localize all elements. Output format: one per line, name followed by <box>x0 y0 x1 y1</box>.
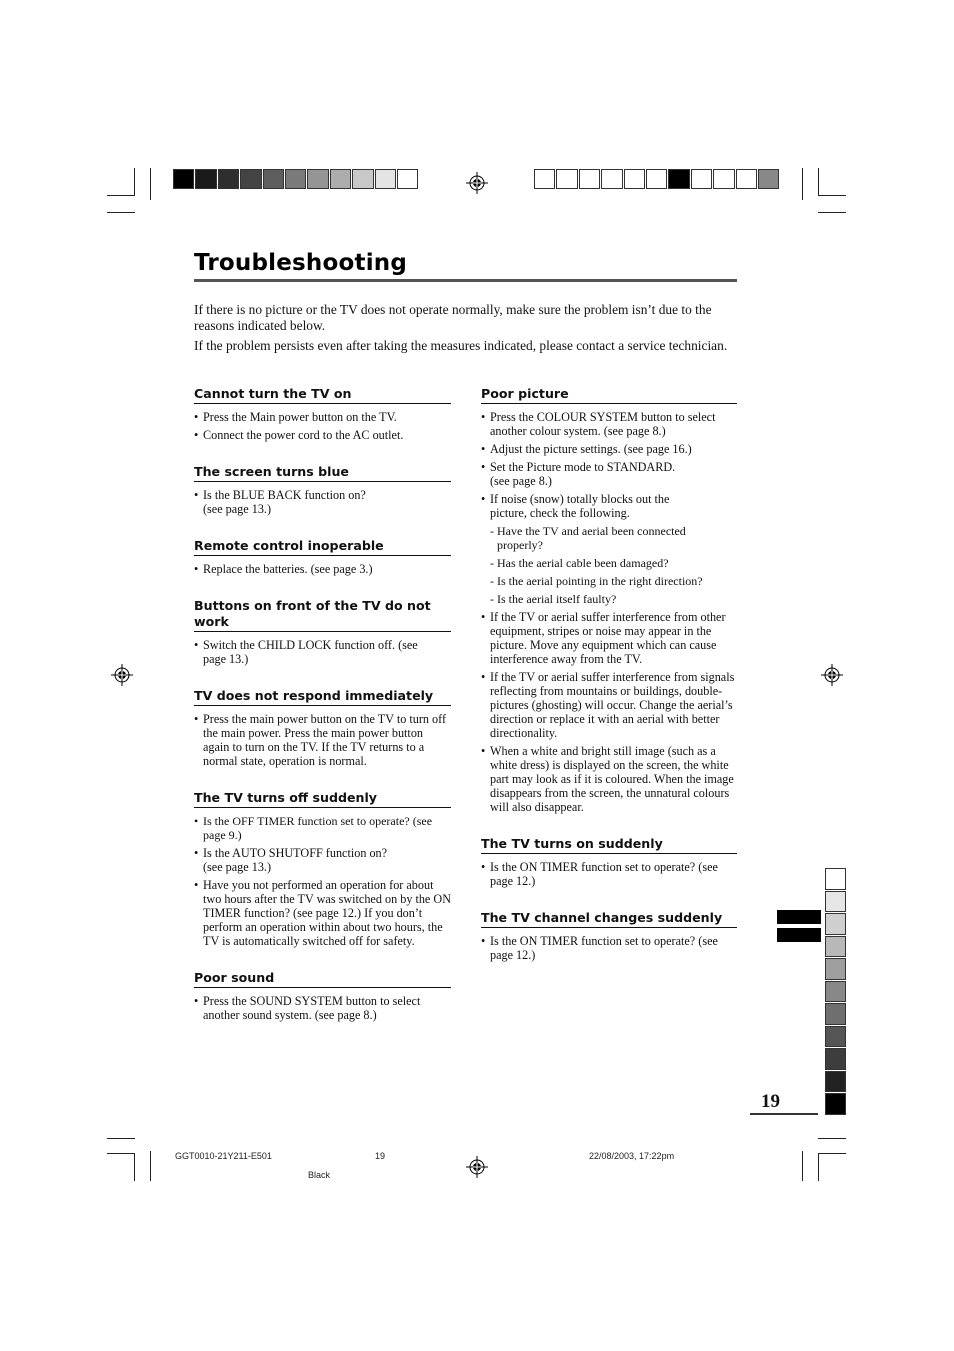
color-swatch <box>285 169 306 189</box>
list-item: • Connect the power cord to the AC outlet. <box>194 428 451 442</box>
color-swatch <box>624 169 645 189</box>
crop-mark <box>818 195 846 196</box>
page-number: 19 <box>761 1091 780 1112</box>
section-marker-block <box>777 910 821 924</box>
color-swatch <box>330 169 351 189</box>
section-turns-on <box>481 836 737 888</box>
list-item: • Have you not performed an operation for about two hours after the TV was switched on by the ON TIMER function? (see page 12.) If you don’t perform an operation within about two hours, the TV is automatically switched off for safety. <box>194 878 451 948</box>
sub-list-item: - Is the aerial itself faulty? <box>481 592 737 606</box>
section-heading: Buttons on front of the TV do not work <box>194 598 451 632</box>
registration-mark-icon <box>466 172 488 194</box>
grayscale-tab <box>825 1093 846 1115</box>
color-swatch <box>195 169 216 189</box>
page-title: Troubleshooting <box>194 250 408 276</box>
footer-page: 19 <box>375 1151 386 1161</box>
registration-mark-icon <box>111 664 133 686</box>
crop-mark <box>802 168 803 200</box>
color-swatch <box>601 169 622 189</box>
crop-mark <box>818 212 846 213</box>
color-swatch <box>397 169 418 189</box>
list-item: • Is the AUTO SHUTOFF function on? (see page 13.) <box>194 846 408 874</box>
crop-mark <box>818 168 819 196</box>
color-swatch <box>579 169 600 189</box>
color-calibration-bar-left <box>173 169 419 189</box>
section-heading: The TV turns on suddenly <box>481 836 737 854</box>
color-swatch <box>352 169 373 189</box>
color-swatch <box>758 169 779 189</box>
section-front-buttons <box>194 598 451 666</box>
list-item: • Set the Picture mode to STANDARD. (see page 8.) <box>481 460 695 488</box>
crop-mark <box>107 1153 135 1154</box>
grayscale-tab <box>825 913 846 935</box>
crop-mark <box>107 195 135 196</box>
crop-mark <box>107 212 135 213</box>
grayscale-tab <box>825 1003 846 1025</box>
section-turns-off <box>194 790 451 948</box>
footer-document-code: GGT0010-21Y211-E501 <box>175 1151 272 1161</box>
right-column <box>481 386 737 966</box>
list-item: • If the TV or aerial suffer interference from signals reflecting from mountains or buildings, double-pictures (ghosting) will occur. Change the aerial’s direction or replace it with an aerial with better directionality. <box>481 670 737 740</box>
list-item: • When a white and bright still image (such as a white dress) is displayed on the screen, the white part may look as if it is coloured. When the image disappears from the screen, the unnatural colours will also disappear. <box>481 744 737 814</box>
crop-mark <box>107 1138 135 1139</box>
list-item: • Replace the batteries. (see page 3.) <box>194 562 451 576</box>
crop-mark <box>150 1151 151 1181</box>
section-heading: The TV channel changes suddenly <box>481 910 737 928</box>
grayscale-tab <box>825 1048 846 1070</box>
grayscale-tab <box>825 1026 846 1048</box>
color-swatch <box>736 169 757 189</box>
crop-mark <box>818 1138 846 1139</box>
section-heading: TV does not respond immediately <box>194 688 451 706</box>
registration-mark-icon <box>821 664 843 686</box>
crop-mark <box>150 168 151 200</box>
grayscale-tab <box>825 1071 846 1093</box>
section-heading: Poor sound <box>194 970 451 988</box>
list-item: • Press the main power button on the TV to turn off the main power. Press the main power button again to turn on the TV. If the TV returns to a normal state, operation is normal. <box>194 712 451 768</box>
registration-mark-icon <box>466 1156 488 1178</box>
color-swatch <box>263 169 284 189</box>
section-channel-changes <box>481 910 737 962</box>
list-item: • If noise (snow) totally blocks out the picture, check the following. <box>481 492 705 520</box>
list-item: • Press the Main power button on the TV. <box>194 410 451 424</box>
grayscale-tab <box>825 958 846 980</box>
crop-mark <box>802 1151 803 1181</box>
color-swatch <box>307 169 328 189</box>
crop-mark <box>818 1153 819 1181</box>
color-swatch <box>218 169 239 189</box>
color-swatch <box>556 169 577 189</box>
section-remote-inoperable <box>194 538 451 576</box>
intro-paragraph-1: If there is no picture or the TV does not operate normally, make sure the problem isn’t due to the reasons indicated below. <box>194 302 712 333</box>
list-item: • Is the ON TIMER function set to operate? (see page 12.) <box>481 934 737 962</box>
crop-mark <box>818 1153 846 1154</box>
section-heading: The screen turns blue <box>194 464 451 482</box>
list-item: • Is the BLUE BACK function on? (see page 13.) <box>194 488 383 516</box>
section-cannot-turn-on <box>194 386 451 442</box>
page-number-underline <box>750 1113 818 1115</box>
color-swatch <box>691 169 712 189</box>
title-underline <box>194 279 737 282</box>
list-item: • Press the SOUND SYSTEM button to select another sound system. (see page 8.) <box>194 994 451 1022</box>
list-item: • Adjust the picture settings. (see page 16.) <box>481 442 737 456</box>
color-swatch <box>668 169 689 189</box>
section-heading: Remote control inoperable <box>194 538 451 556</box>
color-swatch <box>375 169 396 189</box>
list-item: • Is the ON TIMER function set to operate? (see page 12.) <box>481 860 737 888</box>
sub-list-item: - Is the aerial pointing in the right direction? <box>481 574 737 588</box>
list-item: • If the TV or aerial suffer interference from other equipment, stripes or noise may appear in the picture. Move any equipment which can cause interference away from the TV. <box>481 610 737 666</box>
color-calibration-bar-right <box>534 169 780 189</box>
section-screen-blue <box>194 464 451 516</box>
section-not-respond <box>194 688 451 768</box>
crop-mark <box>134 1153 135 1181</box>
color-swatch <box>534 169 555 189</box>
color-swatch <box>173 169 194 189</box>
grayscale-tab <box>825 936 846 958</box>
section-heading: Cannot turn the TV on <box>194 386 451 404</box>
section-marker-block <box>777 928 821 942</box>
section-poor-sound <box>194 970 451 1022</box>
section-poor-picture <box>481 386 737 814</box>
grayscale-tab <box>825 891 846 913</box>
grayscale-tab <box>825 981 846 1003</box>
color-swatch <box>646 169 667 189</box>
sub-list-item: - Have the TV and aerial been connected properly? <box>481 524 707 552</box>
list-item: • Press the COLOUR SYSTEM button to select another colour system. (see page 8.) <box>481 410 737 438</box>
left-column <box>194 386 451 1026</box>
color-swatch <box>240 169 261 189</box>
grayscale-tab <box>825 868 846 890</box>
color-swatch <box>713 169 734 189</box>
footer-ink-color: Black <box>308 1170 331 1180</box>
footer-datetime: 22/08/2003, 17:22pm <box>589 1151 675 1161</box>
crop-mark <box>134 168 135 196</box>
list-item: • Is the OFF TIMER function set to operate? (see page 9.) <box>194 814 451 842</box>
intro-paragraph-2: If the problem persists even after taking the measures indicated, please contact a service technician. <box>194 338 728 353</box>
side-grayscale-tabs <box>825 868 846 1116</box>
section-heading: The TV turns off suddenly <box>194 790 451 808</box>
sub-list-item: - Has the aerial cable been damaged? <box>481 556 737 570</box>
section-heading: Poor picture <box>481 386 737 404</box>
list-item: • Switch the CHILD LOCK function off. (see page 13.) <box>194 638 418 666</box>
